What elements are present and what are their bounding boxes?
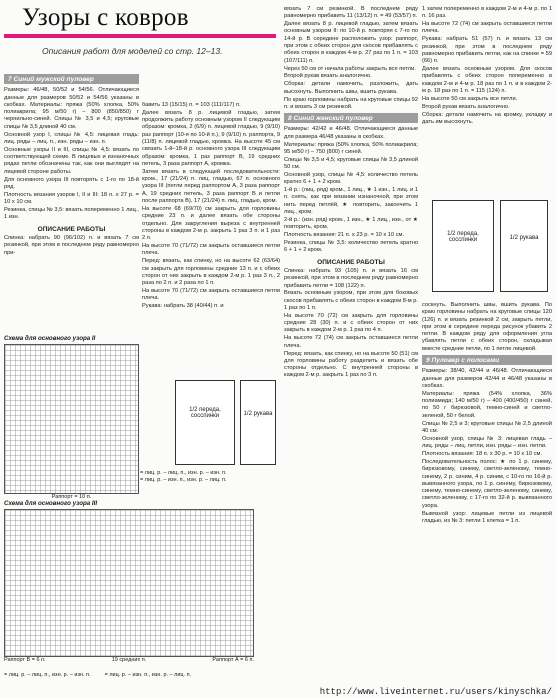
chart-2-caption: Схема для основного узора II: [4, 335, 96, 342]
col4-p2: На высоте 72 (74) см закрыть оставшиеся петли плеча.: [422, 21, 552, 35]
col3-p8: Материалы: пряжа (50% хлопка, 50% полиакрила; 95 м/50 г) – 750 (800) г синей.: [284, 141, 418, 155]
col1-rib: Резинка, спицы № 3,5: вязать попеременно 1 лиц., 1 изн.: [4, 207, 139, 221]
col3-p17: На высоте 70 (72) см закрыть для горловины средние 28 (30) п. и с обеих сторон от них закрыть в каждом 2-м р. 1 раз по 4 п.: [284, 312, 418, 334]
col2-p1: бавить 13 (15/15) п. = 103 (111/117) п.: [142, 102, 241, 108]
col2-p2: Далее вязать 8 р. лицевой гладью, затем продолжить работу основным узором II следующим образом: кромка, 2 (6/9) п. лицевой гладью, 9 (9/10) раз раппорт (10-я по 10-й п.), 9 (9/10) п. раппорта, 9 (11/8) п. лицевой гладью, кромка. На высоте 45 см связать 1-й–18-й р. основного узора III следующим образом: кромка, 1 раз раппорт В, 19 средних петель, 3 раза раппорт А, кромка.: [142, 109, 280, 167]
col4-p11: Спицы № 2,5 и 3; круговые спицы № 2,5 длиной 40 см.: [422, 420, 552, 434]
schematic-sleeve-piece-2: [500, 200, 548, 292]
col4-p7: Сборка: детали намочить на кромку, укладку и дать им высохнуть.: [422, 111, 552, 126]
schematic-back-piece: [175, 380, 235, 465]
col3-p16: Вязать основным узором, при этом для боковых скосов прибавлять с обеих сторон в каждом 8-м р. 1 раз по 1 п.: [284, 290, 418, 311]
col4-p4: Далее вязать основным узором. Для скосов прибавлять с обеих сторон попеременно в каждом 2-м и 4-м р. 18 раз по 1 п. и в каждом 2-м р. 18 раз по 1 п. = 115 (124) п.: [422, 66, 552, 95]
section-9-banner: 9 Пуловер с полосами: [422, 355, 552, 365]
chart-3-middle: 19 средних п.: [111, 657, 147, 663]
col1-gauge: Плотность вязания узоров I, II и III: 18 п. x 27 р. = 10 x 10 см.: [4, 191, 139, 206]
schematic-sleeve-label: 1/2 рукава: [243, 411, 273, 417]
legend4: = лиц. р. – изн. п., изн. р. – лиц. п.: [104, 672, 192, 678]
schematic-back-piece-2: [432, 200, 494, 292]
col2-p6: Перед: вязать, как спинку, но на высоте 62 (63/64) см закрыть для горловины средние 13 п. и с обеих сторон от них закрыть в каждом 2-м р. 1 раз 3 п., 2 раза по 2 п. и 2 раза по 1 п.: [142, 258, 280, 287]
col3-p11: 1-й р.: (лиц. ряд) кром., 1 лиц., ★ 1 изн., 1 лиц. и 1 п. снять, как при вязании изнаночной, при этом нить перед петлёй, ★ повторить, закончить 1 лиц., кром.: [284, 187, 418, 216]
schematic-sleeve-label-2: 1/2 рукава: [509, 235, 539, 241]
col3-p15: Спинка: набрать 93 (105) п. и вязать 16 см резинкой, при этом в последнем ряду равномерно прибавить петли = 108 (122) п.: [284, 267, 418, 289]
col2-p5: На высоте 70 (71/72) см закрыть оставшиеся петли плеча.: [142, 243, 280, 257]
col1-heading: ОПИСАНИЕ РАБОТЫ: [37, 225, 106, 233]
column-1: [4, 72, 139, 332]
col3-p9: Спицы № 3,5 и 4,5; круговые спицы № 3,5 длиной 50 см.: [284, 156, 418, 171]
chart-2-rapport: Раппорт = 10 п.: [51, 494, 92, 500]
column-3: [284, 6, 418, 626]
col3-p1: вязать 7 см резинкой. В последнем ряду равномерно прибавить 11 (13/12) п. = 49 (53/57) п.: [284, 6, 418, 20]
col1-stitch-2: Основные узоры II и III, спицы № 4,5: вязать по соответствующей схеме. В лицевых и изнаночных рядах петли обозначены так, как они выглядят на лицевой стороне работы.: [4, 146, 139, 175]
col2-p3: Затем вязать в следующей последовательности: кром., 17 (21/24) п. лиц. гладью, 67 п. основного узора III (петли перед раппортом А, 3 раза раппорт А, 19 средних петель, 3 раза раппорт В и петли после раппорта В), 17 (21/24) п. лиц. гладью, кром.: [142, 168, 280, 205]
col1-stitch-3: Для основного узора III повторять с 1-го по 18-й ряд.: [4, 176, 139, 190]
page-title: Узоры с ковров: [22, 4, 189, 31]
col4-p14: Последовательность полос: ★ по 1 р. синему, бирюзовому, синему, светло-зеленому, темно-синему, 2 р. синим, 4 р. синим, с 10-го по 16-й р. вывязанного узора, по 1 р. синему, бирюзовому, синему, темно-синему, светло-зеленому, синему, светло-зеленому, с 17-го по 32-й р. вывязанного узора.: [422, 458, 552, 509]
column-4-top: [422, 6, 552, 156]
col3-p19: Перед: вязать, как спинку, но на высоте 50 (51) см для горловины работу разделить и вязать обе стороны отдельно. С внутренней стороны в каждом 2-м р. закрыть 1 раз по 3 п.: [284, 350, 418, 379]
section-7-banner: 7 Синий мужской пуловер: [4, 74, 139, 84]
legend3: = лиц. р. – лиц. п., изн. р. – изн. п.: [4, 672, 91, 678]
col4-p6: Второй рукав вязать аналогично.: [422, 103, 510, 110]
schematic-back-label-2: 1/2 переда, сосспинки: [447, 231, 479, 243]
col4-p13: Плотность вязания: 18 п. x 30 р. = 10 x 10 см.: [422, 451, 543, 458]
col4-p9: Размеры: 38/40, 42/44 и 46/48. Отличающиеся данные для размеров 42/44 и 46/48 указаны в скобках.: [422, 368, 552, 389]
col2-p7: На высоте 70 (71/72) см закрыть оставшиеся петли плеча.: [142, 287, 280, 302]
chart-3-block: [4, 500, 278, 664]
footer-url[interactable]: http://www.liveinternet.ru/users/kinyschka/: [319, 687, 552, 697]
column-2: [142, 102, 280, 392]
col3-p13: Плотность вязания: 21 п. x 23 р. = 10 x 10 см.: [284, 232, 405, 239]
col4-p15: Вывязной узор: лицевые петли из лицевой гладью, из № 3: петли 1 клетка = 1 п.: [422, 510, 552, 524]
chart-3-rapport-b: Раппорт В = 6 п.: [4, 657, 46, 663]
col3-p3: Через 50 см от начала работы закрыть все петли.: [284, 65, 416, 72]
col3-p6: По краю горловины набрать на круговые спицы 92 п. и вязать 3 см резинкой.: [284, 96, 418, 110]
chart-3-legend: [4, 672, 278, 679]
chart-3-rapport-a: Раппорт А = 6 п.: [212, 657, 254, 663]
col3-p12: 2-й р.: (изн. ряд) кром., 1 изн., ★ 1 лиц., изн., от ★ повторить, кром.: [284, 216, 418, 231]
legend-purl: = лиц. р. – изн. п., изн. р. – лиц. п.: [140, 477, 227, 483]
schematic-sleeve-piece: [240, 380, 276, 465]
legend-knit: = лиц. р. – лиц. п., изн. р. – изн. п.: [140, 470, 227, 476]
col4-p8: соскнуть. Выполнить швы, вшить рукава. По краю горловины набрать на круговые спицы 120 (126) п. и вязать резинкой 2 см, закрыть петли, при этом в середине переда рисунок убавить 2 петли. В каждом ряду для оформления угла убавлять петли с обеих сторон, складывая вместе средние петли, по 1 петле лицевой.: [422, 302, 552, 352]
schematic-back-label: 1/2 переда, сосспинки: [189, 407, 221, 419]
chart-3-grid: [4, 509, 254, 657]
col4-p5: На высоте 50 см закрыть все петли.: [422, 95, 518, 102]
chart-3-labels: [4, 657, 254, 664]
col4-p1: 1 затем попеременно в каждом 2-м и 4-м р. по 1 п. 16 раз.: [422, 6, 552, 20]
col3-p5: Сборка: детали намочить, разложить, дать высохнуть. Выполнить швы, вшить рукава.: [284, 81, 418, 95]
col3-p4: Второй рукав вязать аналогично.: [284, 73, 372, 80]
col4-p3: Рукава: набрать 51 (57) п. и вязать 13 см резинкой, при этом в последнем ряду равномерно прибавить петли, как на спинке = 59 (66) п.: [422, 36, 552, 65]
title-accent-bar: [4, 34, 276, 38]
col2-p4: На высоте 68 (69/70) см закрыть для горловины средние 23 п. и далее вязать обе стороны отдельно. Для закругления выреза с внутренней стороны в каждом 2-м р. закрыть 1 раз 3 п. и 1 раз 2 п.: [142, 205, 280, 242]
column-4-bottom: [422, 302, 552, 682]
section-8-banner: 8 Синий женский пуловер: [284, 113, 418, 123]
col4-p12: Основной узор, спицы № 3: лицевая гладь – лиц. ряды – лиц. петли, изн. ряды – изн. петли.: [422, 435, 552, 450]
col3-p18: На высоте 72 (74) см закрыть оставшиеся петли плеча.: [284, 335, 418, 349]
col1-materials: Размеры: 46/48, 50/52 и 54/56. Отличающиеся данные для размеров 50/52 и 54/56 указаны в скобках. Материалы: пряжа (50% хлопка, 50% полиакрила; 95 м/50 г) – 800 (850/850) г чернильно-синей. Спицы № 3,5 и 4,5; круговые спицы № 3,5 длиной 40 см.: [4, 87, 139, 130]
col3-p10: Основной узор, спицы № 4,5: количество петель кратно 6 + 1 + 2 кром.: [284, 171, 418, 186]
chart-3-caption: Схема для основного узора III: [4, 500, 98, 507]
col1-back: Спинка: набрать 90 (96/102) п. и вязать 7 см резинкой, при этом в последнем ряду равномерно при-: [4, 234, 139, 256]
col2-p8: Рукава: набрать 38 (40/44) п. и: [142, 303, 224, 310]
col3-p7: Размеры: 42/42 и 46/48. Отличающиеся данные для размера 46/48 указаны в скобках.: [284, 126, 418, 140]
col3-heading: ОПИСАНИЕ РАБОТЫ: [317, 258, 385, 266]
page-subtitle: Описания работ для моделей со стр. 12–13.: [42, 46, 223, 56]
col1-stitch-1: Основной узор I, спицы № 4,5: лицевая гладь: лиц. ряды – лиц. п., изн. ряды – изн. п.: [4, 131, 139, 145]
chart-2-legend: [140, 470, 280, 484]
chart-2-block: [4, 335, 139, 501]
chart-2-grid: [4, 344, 139, 494]
col4-p10: Материалы: пряжа (54% хлопка, 36% полиамида; 140 м/50 г) – 400 (400/450) г синей, по 50 г бирюзовой, темно-синей и светло-зеленой, 50 г белой.: [422, 390, 552, 419]
col3-p14: Резинка, спицы № 3,5: количество петель кратно 6 + 1 + 2 кром.: [284, 240, 418, 254]
col3-p2: Далее вязать 8 р. лицевой гладью, затем вязать основным узором II: по 10-й р. повторяя с 7-го по 14-й р. В середине расположить узор: раппорт, при этом с обеих сторон для скосов прибавлять с обеих сторон в каждом 4-м р. 27 раз по 1 п. = 103 (107/111) п.: [284, 21, 418, 64]
